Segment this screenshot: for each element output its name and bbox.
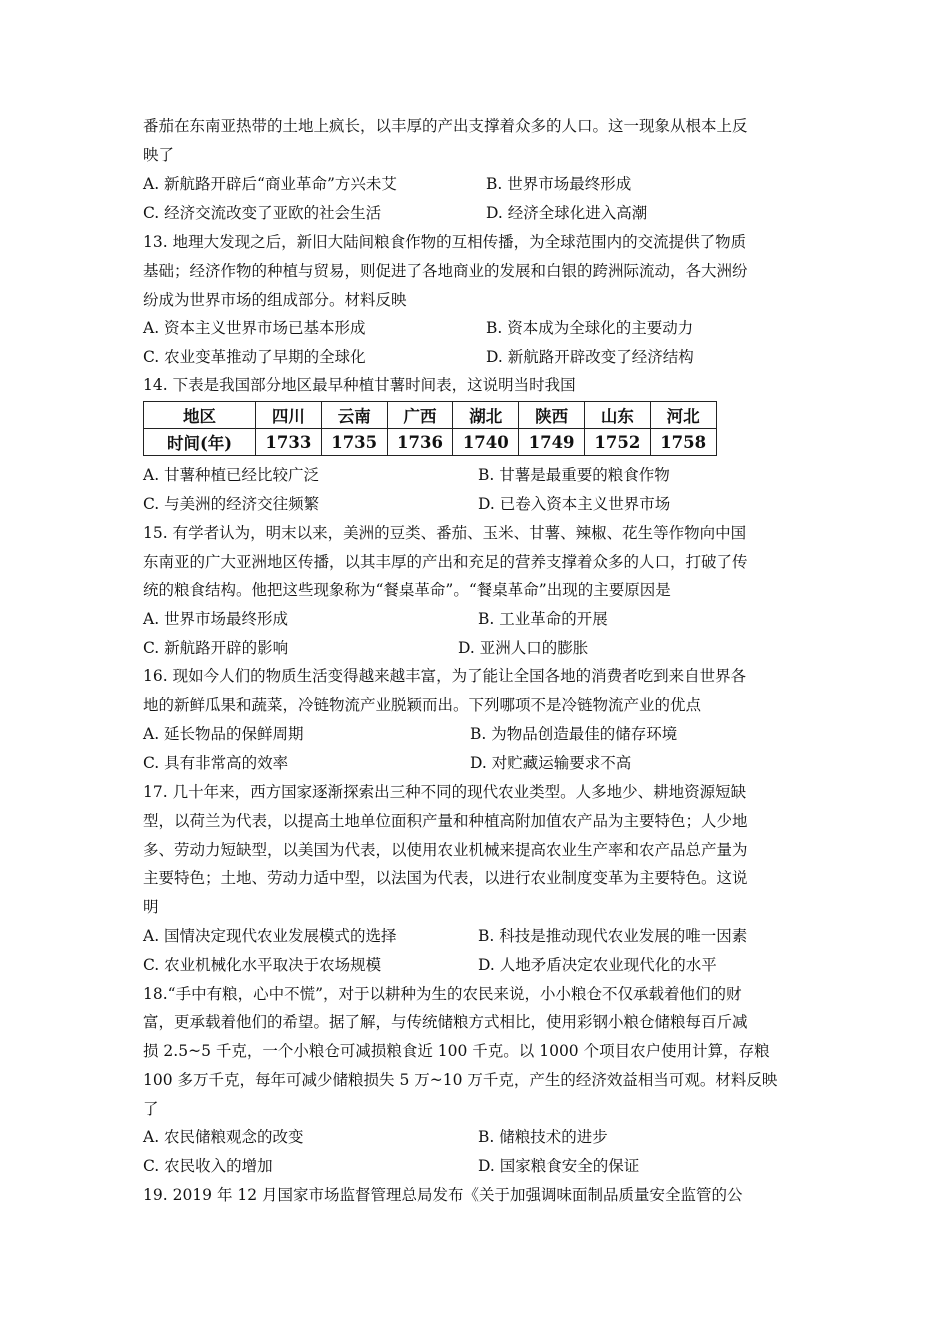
q18-option-d[interactable]: D. 国家粮食安全的保证 <box>478 1157 640 1175</box>
q17-option-a[interactable]: A. 国情决定现代农业发展模式的选择 <box>143 927 397 945</box>
q16-stem-line: 地的新鲜瓜果和蔬菜，冷链物流产业脱颖而出。下列哪项不是冷链物流产业的优点 <box>143 696 702 714</box>
q12-option-b[interactable]: B. 世界市场最终形成 <box>486 175 632 193</box>
q18-stem-line: 100 多万千克，每年可减少储粮损失 5 万~10 万千克，产生的经济效益相当可观。材料反映 <box>143 1071 778 1089</box>
q15-option-b[interactable]: B. 工业革命的开展 <box>478 610 608 628</box>
q12-stem-line: 映了 <box>143 146 175 164</box>
q14-option-a[interactable]: A. 甘薯种植已经比较广泛 <box>143 466 320 484</box>
q17-stem-line: 17. 几十年来，西方国家逐渐探索出三种不同的现代农业类型。人多地少、耕地资源短缺 <box>143 783 747 801</box>
q15-option-c[interactable]: C. 新航路开辟的影响 <box>143 639 289 657</box>
table-row <box>144 402 717 429</box>
q17-stem-line: 型，以荷兰为代表，以提高土地单位面积产量和种植高附加值农产品为主要特色；人少地 <box>143 812 748 830</box>
table-cell: 湖北 <box>453 402 519 429</box>
q13-stem-line: 基础；经济作物的种植与贸易，则促进了各地商业的发展和白银的跨洲际流动，各大洲纷 <box>143 262 748 280</box>
q15-stem-line: 15. 有学者认为，明末以来，美洲的豆类、番茄、玉米、甘薯、辣椒、花生等作物向中国 <box>143 524 747 542</box>
table-cell: 云南 <box>321 402 387 429</box>
table-cell: 广西 <box>387 402 453 429</box>
q17-option-d[interactable]: D. 人地矛盾决定农业现代化的水平 <box>478 956 717 974</box>
q13-option-b[interactable]: B. 资本成为全球化的主要动力 <box>486 319 694 337</box>
q13-option-c[interactable]: C. 农业变革推动了早期的全球化 <box>143 348 366 366</box>
table-cell: 1735 <box>321 429 387 456</box>
q16-option-a[interactable]: A. 延长物品的保鲜周期 <box>143 725 304 743</box>
q17-stem-line: 多、劳动力短缺型，以美国为代表，以使用农业机械来提高农业生产率和农产品总产量为 <box>143 841 748 859</box>
q18-option-b[interactable]: B. 储粮技术的进步 <box>478 1128 608 1146</box>
table-cell: 1758 <box>650 429 716 456</box>
q13-option-d[interactable]: D. 新航路开辟改变了经济结构 <box>486 348 694 366</box>
q12-option-c[interactable]: C. 经济交流改变了亚欧的社会生活 <box>143 204 382 222</box>
q17-stem-line: 明 <box>143 898 159 916</box>
q19-stem-line: 19. 2019 年 12 月国家市场监督管理总局发布《关于加强调味面制品质量安全监管的公 <box>143 1186 743 1204</box>
table-cell: 河北 <box>650 402 716 429</box>
q12-stem-line: 番茄在东南亚热带的土地上疯长，以丰厚的产出支撑着众多的人口。这一现象从根本上反 <box>143 117 748 135</box>
table-header-cell: 时间(年) <box>144 429 256 456</box>
q15-stem-line: 统的粮食结构。他把这些现象称为“餐桌革命”。“餐桌革命”出现的主要原因是 <box>143 581 671 599</box>
table-cell: 1733 <box>256 429 322 456</box>
table-cell: 四川 <box>256 402 322 429</box>
q17-stem-line: 主要特色；土地、劳动力适中型，以法国为代表，以进行农业制度变革为主要特色。这说 <box>143 869 748 887</box>
table-cell: 山东 <box>584 402 650 429</box>
q15-option-a[interactable]: A. 世界市场最终形成 <box>143 610 289 628</box>
q14-option-b[interactable]: B. 甘薯是最重要的粮食作物 <box>478 466 670 484</box>
table-row <box>144 429 717 456</box>
q18-option-c[interactable]: C. 农民收入的增加 <box>143 1157 273 1175</box>
table-cell: 陕西 <box>519 402 585 429</box>
q14-option-c[interactable]: C. 与美洲的经济交往频繁 <box>143 495 320 513</box>
q13-stem-line: 13. 地理大发现之后，新旧大陆间粮食作物的互相传播，为全球范围内的交流提供了物质 <box>143 233 747 251</box>
q16-stem-line: 16. 现如今人们的物质生活变得越来越丰富，为了能让全国各地的消费者吃到来自世界各 <box>143 667 747 685</box>
table-cell: 1749 <box>519 429 585 456</box>
sweet-potato-planting-table <box>143 401 717 456</box>
q16-option-b[interactable]: B. 为物品创造最佳的储存环境 <box>470 725 678 743</box>
q15-option-d[interactable]: D. 亚洲人口的膨胀 <box>458 639 589 657</box>
q12-option-d[interactable]: D. 经济全球化进入高潮 <box>486 204 648 222</box>
table-cell: 1740 <box>453 429 519 456</box>
q18-stem-line: 损 2.5~5 千克，一个小粮仓可减损粮食近 100 千克。以 1000 个项目农户使用计算，存粮 <box>143 1042 770 1060</box>
q13-stem-line: 纷成为世界市场的组成部分。材料反映 <box>143 291 407 309</box>
q12-option-a[interactable]: A. 新航路开辟后“商业革命”方兴未艾 <box>143 175 397 193</box>
table-cell: 1736 <box>387 429 453 456</box>
q18-stem-line: 富，更承载着他们的希望。据了解，与传统储粮方式相比，使用彩钢小粮仓储粮每百斤减 <box>143 1013 748 1031</box>
q14-option-d[interactable]: D. 已卷入资本主义世界市场 <box>478 495 671 513</box>
q18-stem-line: 了 <box>143 1100 159 1118</box>
q18-option-a[interactable]: A. 农民储粮观念的改变 <box>143 1128 304 1146</box>
q17-option-b[interactable]: B. 科技是推动现代农业发展的唯一因素 <box>478 927 748 945</box>
table-cell: 1752 <box>584 429 650 456</box>
q15-stem-line: 东南亚的广大亚洲地区传播，以其丰厚的产出和充足的营养支撑着众多的人口，打破了传 <box>143 553 748 571</box>
table-header-cell: 地区 <box>144 402 256 429</box>
q13-option-a[interactable]: A. 资本主义世界市场已基本形成 <box>143 319 366 337</box>
q17-option-c[interactable]: C. 农业机械化水平取决于农场规模 <box>143 956 382 974</box>
q14-stem-line: 14. 下表是我国部分地区最早种植甘薯时间表，这说明当时我国 <box>143 376 576 394</box>
q18-stem-line: 18.“手中有粮，心中不慌”，对于以耕种为生的农民来说，小小粮仓不仅承载着他们的财 <box>143 985 742 1003</box>
q16-option-d[interactable]: D. 对贮藏运输要求不高 <box>470 754 632 772</box>
q16-option-c[interactable]: C. 具有非常高的效率 <box>143 754 289 772</box>
